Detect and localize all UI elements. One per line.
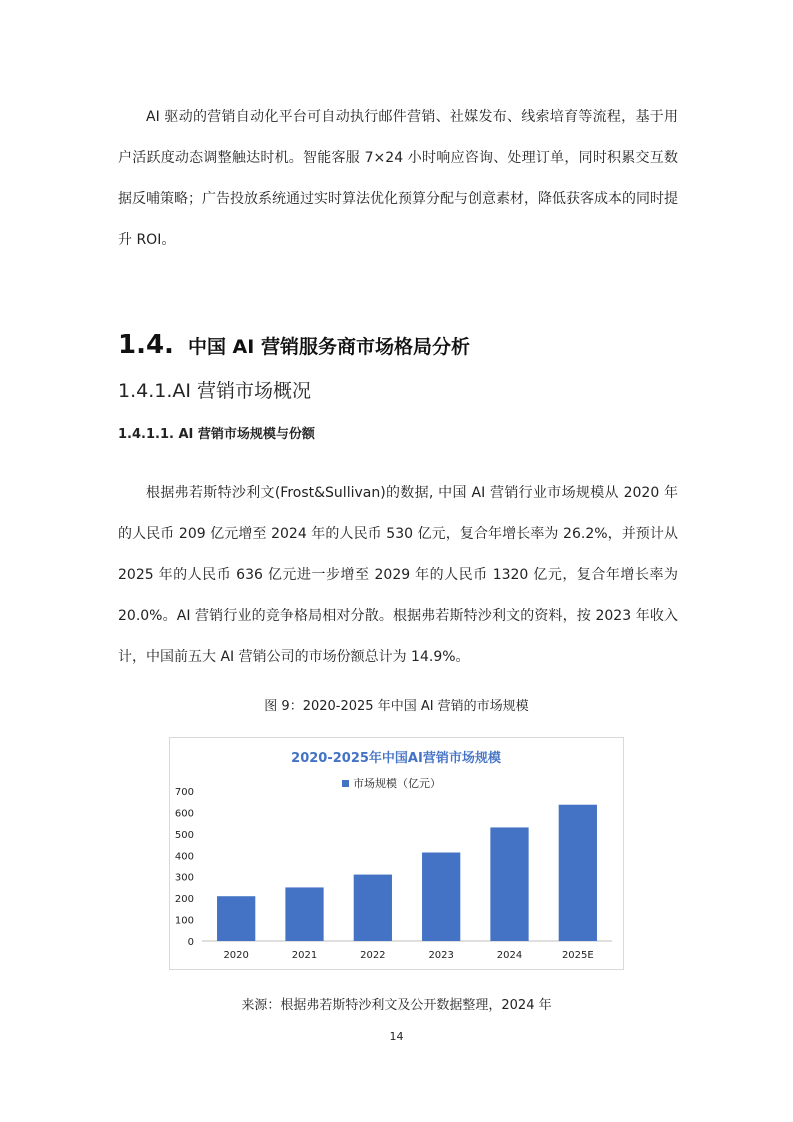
x-tick-label: 2023 xyxy=(428,950,454,961)
bar xyxy=(559,805,597,941)
y-tick-label: 600 xyxy=(174,808,194,820)
x-tick-label: 2022 xyxy=(360,950,386,961)
y-tick-label: 100 xyxy=(174,915,194,927)
subsection-heading: 1.4.1.AI 营销市场概况 xyxy=(118,380,312,402)
y-tick-label: 700 xyxy=(174,787,194,798)
legend-label: 市场规模（亿元） xyxy=(353,777,441,790)
market-size-paragraph: 根据弗若斯特沙利文(Frost&Sullivan)的数据, 中国 AI 营销行业市场规模从 2020 年的人民币 209 亿元增至 2024 年的人民币 530 亿元，复合年增长率为 26.2%，并预计从 2025 年的人民币 636 亿元进一步增至 2029 年的人民币 1320 亿元，复合年增长率为 20.0%。AI 营销行业的竞争格局相对分散。根据弗若斯特沙利文的资料，按 2023 年收入计，中国前五大 AI 营销公司的市场份额总计为 14.9%。 xyxy=(118,485,678,665)
bar xyxy=(285,887,323,941)
section-title: 中国 AI 营销服务商市场格局分析 xyxy=(187,336,470,358)
chart-container xyxy=(169,737,624,970)
section-heading xyxy=(118,330,470,360)
source-caption: 来源：根据弗若斯特沙利文及公开数据整理，2024 年 xyxy=(241,998,552,1013)
x-tick-label: 2021 xyxy=(291,950,318,961)
page-number: 14 xyxy=(389,1030,404,1043)
subsubsection-heading: 1.4.1.1. AI 营销市场规模与份额 xyxy=(118,427,315,442)
y-tick-label: 300 xyxy=(174,872,194,884)
bar xyxy=(422,853,460,942)
bar xyxy=(217,896,255,941)
y-tick-label: 0 xyxy=(187,937,194,948)
x-tick-label: 2024 xyxy=(496,950,523,961)
intro-paragraph: AI 驱动的营销自动化平台可自动执行邮件营销、社媒发布、线索培育等流程，基于用户活跃度动态调整触达时机。智能客服 7×24 小时响应咨询、处理订单，同时积累交互数据反哺策略；广告投放系统通过实时算法优化预算分配与创意素材，降低获客成本的同时提升 ROI。 xyxy=(118,109,678,248)
bar xyxy=(490,827,528,941)
figure-caption: 图 9：2020-2025 年中国 AI 营销的市场规模 xyxy=(264,699,529,714)
x-tick-label: 2025E xyxy=(561,950,594,961)
y-tick-label: 500 xyxy=(174,829,194,841)
chart-title: 2020-2025年中国AI营销市场规模 xyxy=(291,751,501,766)
y-tick-label: 200 xyxy=(174,894,194,906)
bar xyxy=(354,875,392,941)
market-size-chart xyxy=(170,738,623,969)
legend-swatch xyxy=(342,780,349,787)
y-tick-label: 400 xyxy=(174,851,194,863)
section-number: 1.4. xyxy=(118,330,174,360)
x-tick-label: 2020 xyxy=(223,950,249,961)
